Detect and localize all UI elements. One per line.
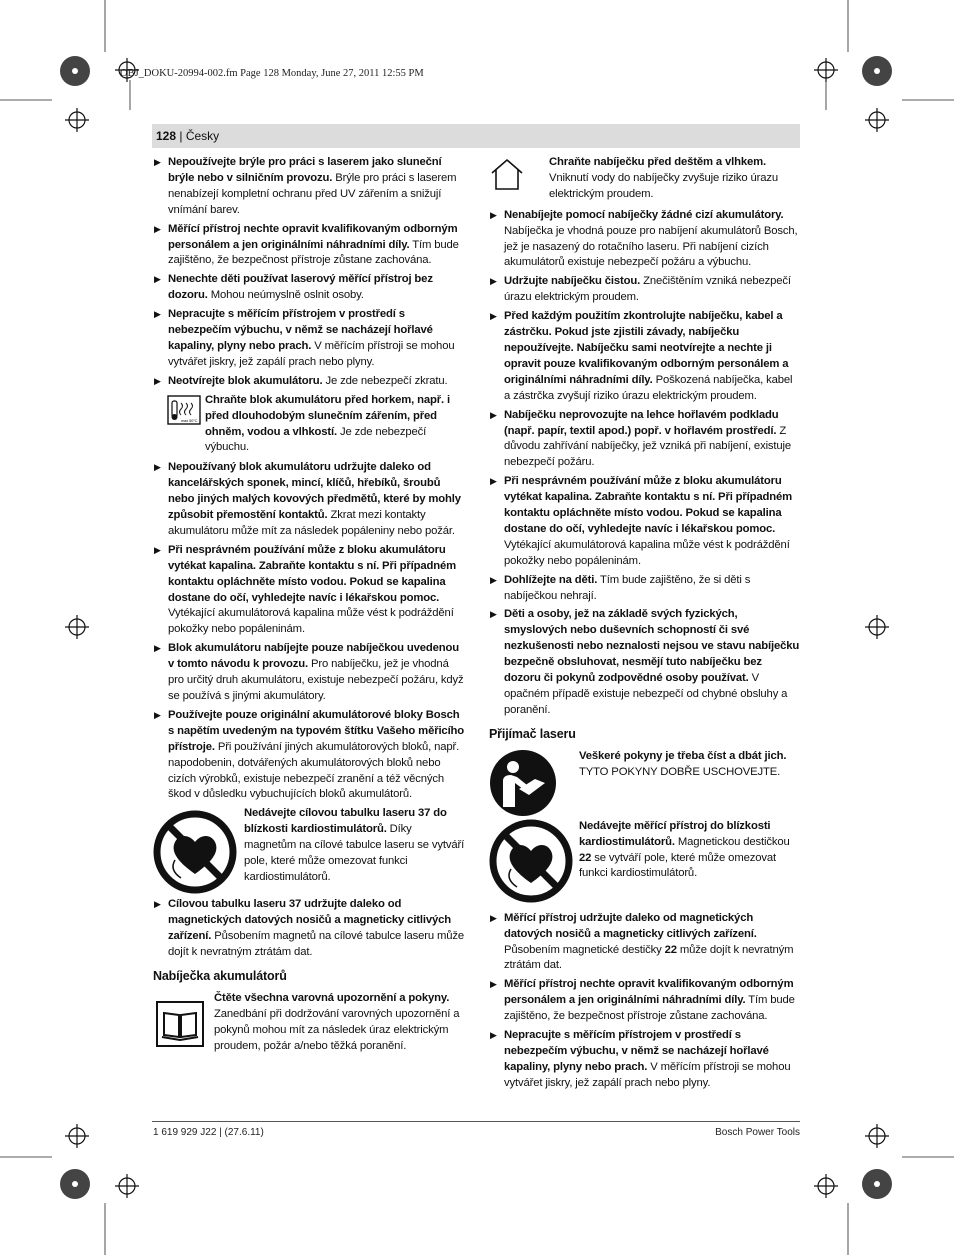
footer-doc-number: 1 619 929 J22 | (27.6.11) [153, 1127, 264, 1138]
footer-brand: Bosch Power Tools [715, 1127, 800, 1138]
list-item: ▶ Nenechte děti používat laserový měřící přístroj bez dozoru. Mohou neúmyslně oslnit osoby. [154, 273, 433, 302]
svg-text:max 50°C: max 50°C [181, 417, 198, 423]
house-warning: Chraňte nabíječku před deštěm a vlhkem. Vniknutí vody do nabíječky zvyšuje riziko úrazu elektrickým proudem. [489, 155, 800, 203]
file-info: OBJ_DOKU-20994-002.fm Page 128 Monday, June 27, 2011 12:55 PM [120, 68, 424, 79]
list-item: ▶ Měřící přístroj udržujte daleko od magnetických datových nosičů a magneticky citlivých zařízení. Působením magnetické destičky 22 může dojít k nevratným ztrátám dat. [490, 911, 794, 972]
list-item: ▶ Měřící přístroj nechte opravit kvalifikovaným odborným personálem a jen originálními náhradními díly. Tím bude zajištěno, že bezpečnost přístroje zůstane zachována. [154, 222, 459, 267]
bullet-arrow-icon: ▶ [490, 476, 497, 487]
list-item: ▶ Udržujte nabíječku čistou. Znečištěním vzniká nebezpečí úrazu elektrickým proudem. [490, 275, 791, 304]
list-item: ▶ Před každým použitím zkontrolujte nabíječku, kabel a zástrčku. Pokud jste zjistili závady, nabíječku nepoužívejte. Nabíječku sami neotvírejte a nechte ji opravit pouze kvalifikovaným odborným personálem a originálními náhradními díly. Poškozená nabíječka, kabel a zástrčka zvyšují riziko úrazu elektrickým proudem. [490, 310, 793, 402]
bullet-arrow-icon: ▶ [154, 375, 161, 386]
no-pacemaker-icon [153, 810, 237, 900]
left-column [153, 155, 465, 1055]
list-item: ▶ Děti a osoby, jež na základě svých fyzických, smyslových nebo duševních schopností či své nezkušenosti nebo neznalosti nejsou ve stavu nabíječku bezpečně obsluhovat, nesmějí tuto nabíječku bez dozoru či pokynů zodpovědné osoby používat. V opačném případě existuje nebezpečí od chybné obsluhy a poranění. [490, 608, 800, 716]
list-item: ▶ Nepracujte s měřícím přístrojem v prostředí s nebezpečím výbuchu, v němž se nacházejí hořlavé kapaliny, plyny nebo prach. V měřícím přístroji se mohou vytvářet jiskry, jež zapálí prach nebo plyny. [490, 1029, 791, 1089]
section-heading: Přijímač laseru [489, 726, 576, 741]
heat-warning: max 50°C Chraňte blok akumulátoru před horkem, např. i před dlouhodobým slunečním zářením, před ohněm, vodou a vlhkostí. Je zde nebezpečí výbuchu. [153, 393, 465, 457]
bullet-arrow-icon: ▶ [154, 643, 161, 654]
footer-rule [152, 1121, 800, 1122]
page-number: 128 [156, 129, 177, 143]
bullet-arrow-icon: ▶ [490, 574, 497, 585]
pacemaker-warning-2: Nedávejte měřící přístroj do blízkosti kardiostimulátorů. Magnetickou destičkou 22 se vytváří pole, které může omezovat funkci kardiostimulátorů. [489, 819, 800, 907]
read-manual-icon [489, 749, 557, 823]
bullet-arrow-icon: ▶ [490, 209, 497, 220]
list-item: ▶ Dohlížejte na děti. Tím bude zajištěno, že si děti s nabíječkou nehrají. [490, 573, 751, 602]
bullet-arrow-icon: ▶ [490, 912, 497, 923]
list-item: ▶ Při nesprávném používání může z bloku akumulátoru vytékat kapalina. Zabraňte kontaktu s ní. Při případném kontaktu opláchněte místo vodou. Pokud se kapalina dostane do očí, vyhledejte navíc i lékařskou pomoc. Vytékající akumulátorová kapalina může vést k podráždění pokožky nebo popáleninám. [490, 475, 793, 567]
read-warning-2: Veškeré pokyny je třeba číst a dbát jich. TYTO POKYNY DOBŘE USCHOVEJTE. [489, 749, 800, 815]
bullet-arrow-icon: ▶ [154, 223, 161, 234]
list-item: ▶ Neotvírejte blok akumulátoru. Je zde nebezpečí zkratu. [153, 374, 465, 390]
bullet-arrow-icon: ▶ [154, 462, 161, 473]
list-item: ▶ Blok akumulátoru nabíjejte pouze nabíječkou uvedenou v tomto návodu k provozu. Pro nabíječku, jež je vhodná pro určitý druh akumulátoru, existuje nebezpečí požáru, když se používá s jinými akumulátory. [154, 642, 464, 702]
pacemaker-warning: Nedávejte cílovou tabulku laseru 37 do blízkosti kardiostimulátorů. Díky magnetům na cílové tabulce laseru se vytváří pole, které může omezovat funkci kardiostimulátorů. [153, 806, 465, 892]
manual-book-icon [156, 1001, 204, 1053]
page-header: 128 | Česky [156, 129, 220, 143]
list-item: ▶ Při nesprávném používání může z bloku akumulátoru vytékat kapalina. Zabraňte kontaktu s ní. Při případném kontaktu opláchněte místo vodou. Pokud se kapalina dostane do očí, vyhledejte navíc i lékařskou pomoc. Vytékající akumulátorová kapalina může vést k podráždění pokožky nebo popáleninám. [154, 543, 457, 636]
bullet-arrow-icon: ▶ [154, 544, 161, 555]
list-item: ▶ Používejte pouze originální akumulátorové bloky Bosch s napětím uvedeným na typovém štítku Vašeho měřicího přístroje. Při používání jiných akumulátorových bloků, např. napodobenin, dotvářených akumulátorových bloků nebo cizích výrobků, existuje nebezpečí zranění a též věcných škod v důsledku vybuchujících bloků akumulátorů. [154, 708, 465, 801]
no-pacemaker-icon [489, 819, 573, 909]
read-warning: Čtěte všechna varovná upozornění a pokyny. Zanedbání při dodržování varovných upozornění a pokynů mohou mít za následek úraz elektrickým proudem, požár a/nebo těžká poranění. [153, 991, 465, 1055]
right-column [489, 155, 800, 1095]
bullet-arrow-icon: ▶ [490, 276, 497, 287]
indoor-use-house-icon [489, 157, 525, 197]
bullet-arrow-icon: ▶ [490, 609, 497, 620]
list-item: ▶ Cílovou tabulku laseru 37 udržujte daleko od magnetických datových nosičů a magneticky citlivých zařízení. Působením magnetů na cílové tabulce laseru může dojít k nevratným ztrátám dat. [154, 898, 465, 959]
list-item: ▶ Nabíječku neprovozujte na lehce hořlavém podkladu (např. papír, textil apod.) popř. v hořlavém prostředí. Z důvodu zahřívání nabíječky, jež vzniká při nabíjení, existuje nebezpečí požáru. [490, 408, 792, 469]
bullet-arrow-icon: ▶ [154, 157, 161, 167]
bullet-arrow-icon: ▶ [154, 709, 161, 720]
section-heading: Nabíječka akumulátorů [153, 968, 287, 983]
bullet-arrow-icon: ▶ [490, 979, 497, 990]
list-item: ▶ Nenabíjejte pomocí nabíječky žádné cizí akumulátory. Nabíječka je vhodná pouze pro nabíjení akumulátorů Bosch, jež je nasazený do rotačního laseru. Při nabíjení cizích akumulátorů existuje nebezpečí požáru a výbuchu. [490, 208, 798, 269]
list-item: ▶ Nepoužívejte brýle pro práci s laserem jako sluneční brýle nebo v silničním provozu. Brýle pro práci s laserem nenabízejí kompletní ochranu před UV zářením a snižují vnímání barev. [154, 156, 457, 216]
bullet-arrow-icon: ▶ [490, 311, 497, 322]
list-item: ▶ Měřící přístroj nechte opravit kvalifikovaným odborným personálem a jen originálními náhradními díly. Tím bude zajištěno, že bezpečnost přístroje zůstane zachována. [490, 978, 795, 1023]
page-header-bar [152, 124, 800, 148]
bullet-arrow-icon: ▶ [490, 409, 497, 420]
bullet-arrow-icon: ▶ [154, 274, 161, 285]
list-item: ▶ Nepracujte s měřícím přístrojem v prostředí s nebezpečím výbuchu, v němž se nacházejí hořlavé kapaliny, plyny nebo prach. V měřícím přístroji se mohou vytvářet jiskry, jež zapálí prach nebo plyny. [154, 308, 455, 368]
bullet-arrow-icon: ▶ [154, 899, 161, 910]
bullet-arrow-icon: ▶ [154, 309, 161, 320]
bullet-arrow-icon: ▶ [490, 1030, 497, 1041]
battery-heat-icon [167, 395, 201, 431]
list-item: ▶ Nepoužívaný blok akumulátoru udržujte daleko od kancelářských sponek, mincí, klíčů, hřebíků, šroubů nebo jiných malých kovových předmětů, které by mohly způsobit přemostění kontaktů. Zkrat mezi kontakty akumulátoru může mít za následek popáleniny nebo požár. [154, 461, 461, 537]
language-label: Česky [185, 129, 220, 143]
